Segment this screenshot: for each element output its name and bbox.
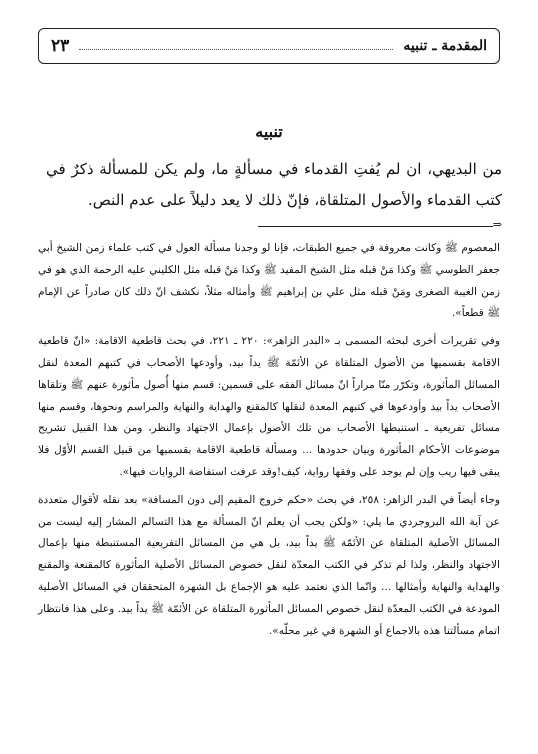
page-header-frame	[38, 28, 500, 64]
section-heading: تنبيه	[255, 122, 283, 141]
footnote-separator	[258, 218, 502, 231]
footnote-paragraph: المعصوم ﷺ وكانت معروفة في جميع الطبقات، فإنا لو وجدنا مسألة العول في كتب علماء زمن الشيخ أبي جعفر الطوسي ﷺ وكذا مَنْ قبله مثل الشيخ المفيد ﷺ وكذا مَنْ قبله مثل الكليني عليه الرحمة الذي هو في زمن الغيبة الصغرى ومَنْ قبله مثل علي بن إبراهيم ﷺ وأمثاله مثلاً، نكشف انّ ذلك كان صادراً عن الإمام ﷺ قطعاً».	[38, 242, 500, 320]
footnote-paragraph: وفي تقريرات أخرى لبحثه المسمى بـ «البدر الزاهر»: ٢٢٠ ـ ٢٢١، في بحث قاطعية الاقامة: «انّ قاطعية الاقامة بقسميها من الأصول المتلقاة عن الأئمّة ﷺ يداً بيد، وأودعها الأصحاب في كتبهم المعدة لنقل المسائل المأثورة، وتكرّر منّا مراراً انّ مسائل الفقه على قسمين: قسم منها أُصول مأثورة عنهم ﷺ وتلقاها الأصحاب يداً بيد وأودعوها في كتبهم المعدة لنقلها كالمقنع والهداية والنهاية والمراسم ونحوها، وقسم منها مسائل تفريعية ـ استنبطها الأصحاب من تلك الأصول بإعمال الاجتهاد والنظر، ومن هذا القبيل تشريح موضوعات الأحكام المأثورة وبيان حدودها ... ومسألة قاطعية الاقامة بقسميها من قبيل القسم الأوّل فلا يبقى فيها ريب وإن لم يوجد على وفقها رواية، كيف!وقد عرفت استفاضة الروايات فيها».	[38, 335, 500, 478]
footnote-paragraph: وجاء أيضاً في البدر الزاهر: ٢٥٨، في بحث «حكم خروج المقيم إلى دون المسافة» بعد نقله لأقوال متعددة عن آية الله البروجردي ما يلي: «ولكن يجب أن يعلم انّ المسألة مع هذا التسالم المشار إليه ليست من المسائل الأصلية المتلقاة عن الأئمّة ﷺ يداً بيد، بل هي من المسائل التفريعية المستنبطة منها بإعمال الاجتهاد والنظر، ولذا لم تذكر في الكتب المعدّة لنقل خصوص المسائل الأصلية المأثورة كالمقنعة والمقنع والهداية والنهاية وأمثالها ... وانّما الذي نعتمد عليه هو الإجماع بل الشهرة المتحققان في المسائل الأصلية المودعة في الكتب المعدّة لنقل خصوص المسائل المأثورة المتلقاة عن الأئمّة ﷺ يداً بيد. وعلى هذا فانتظار اتمام مسألتنا هذه بالاجماع أو الشهرة في غير محلّه».	[38, 493, 500, 637]
footnotes	[38, 238, 500, 648]
page-number: ٢٣	[51, 36, 70, 56]
running-title: المقدمة ـ تنبيه	[403, 38, 487, 54]
continuation-arrow-icon: ⇒	[492, 218, 502, 231]
dotted-leader	[79, 49, 393, 50]
main-paragraph: من البديهي، ان لم يُفتِ القدماء في مسألةٍ ما، ولم يكن للمسألة ذكرٌ في كتب القدماء والأصول المتلقاة، فإنّ ذلك لا يعد دليلاً على عدم النص.	[46, 160, 502, 209]
